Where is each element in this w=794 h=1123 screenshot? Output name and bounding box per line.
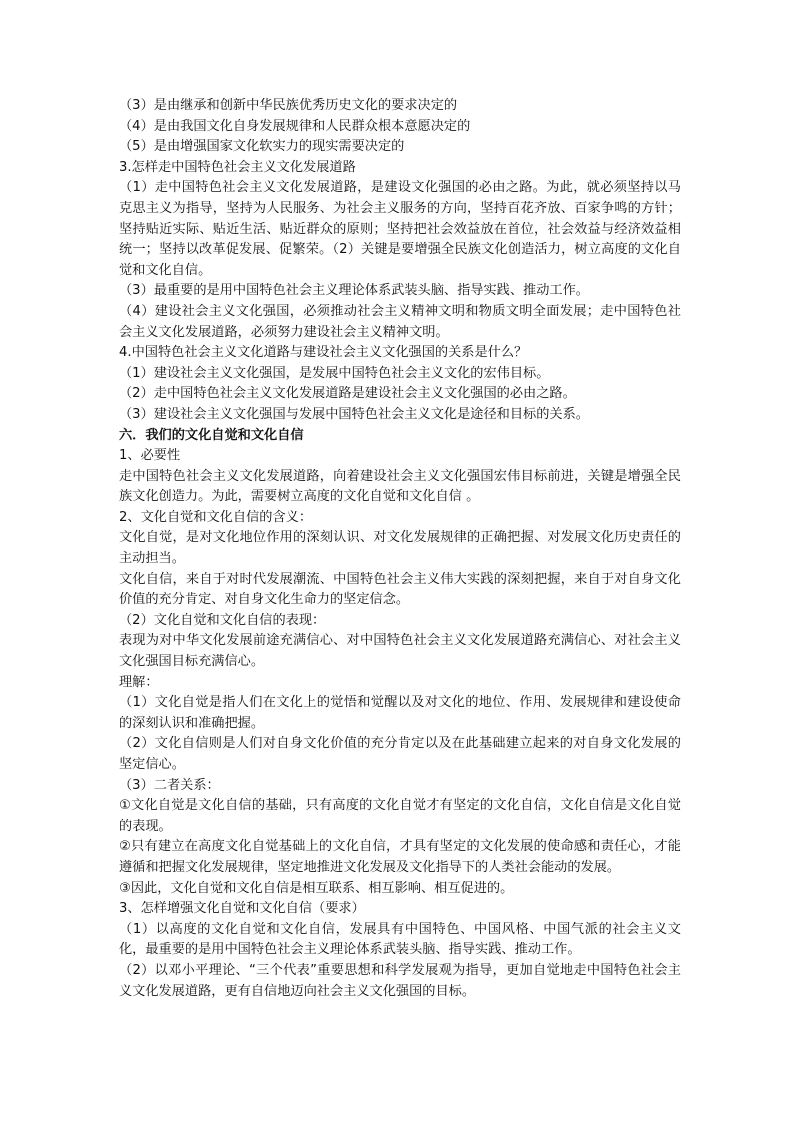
- subsection-heading: 2、文化自觉和文化自信的含义：: [119, 509, 313, 525]
- paragraph: （2）以邓小平理论、“三个代表”重要思想和科学发展观为指导，更加自觉地走中国特色社会主义文化发展道路，更有自信地迈向社会主义文化强国的目标。: [119, 962, 681, 999]
- section-heading: 六．我们的文化自觉和文化自信: [119, 427, 304, 443]
- paragraph: （2）文化自觉和文化自信的表现：: [119, 612, 326, 628]
- paragraph: ①文化自觉是文化自信的基础，只有高度的文化自觉才有坚定的文化自信，文化自信是文化自觉的表现。: [119, 798, 681, 834]
- paragraph: （1）建设社会主义文化强国，是发展中国特色社会主义文化的宏伟目标。: [119, 365, 550, 381]
- paragraph: （3）建设社会主义文化强国与发展中国特色社会主义文化是途径和目标的关系。: [119, 406, 589, 422]
- question-heading: 3.怎样走中国特色社会主义文化发展道路: [119, 159, 356, 175]
- paragraph: （3）最重要的是用中国特色社会主义理论体系武装头脑、指导实践、推动工作。: [119, 283, 589, 299]
- paragraph: （4）建设社会主义文化强国，必须推动社会主义精神文明和物质文明全面发展；走中国特色社会主义文化发展道路，必须努力建设社会主义精神文明。: [119, 303, 681, 340]
- paragraph: （2）文化自信则是人们对自身文化价值的充分肯定以及在此基础建立起来的对自身文化发展的坚定信心。: [119, 736, 681, 772]
- subsection-heading: 3、怎样增强文化自觉和文化自信（要求）: [119, 901, 365, 917]
- paragraph: ③因此，文化自觉和文化自信是相互联系、相互影响、相互促进的。: [119, 880, 514, 896]
- document-body: [119, 96, 681, 1002]
- subsection-heading: 1、必要性: [119, 448, 181, 464]
- paragraph: （1）文化自觉是指人们在文化上的觉悟和觉醒以及对文化的地位、作用、发展规律和建设使命的深刻认识和准确把握。: [119, 695, 681, 731]
- paragraph: （3）二者关系：: [119, 777, 220, 793]
- paragraph: （4）是由我国文化自身发展规律和人民群众根本意愿决定的: [119, 118, 471, 134]
- paragraph: （2）走中国特色社会主义文化发展道路是建设社会主义文化强国的必由之路。: [119, 386, 576, 402]
- paragraph: 表现为对中华文化发展前途充满信心、对中国特色社会主义文化发展道路充满信心、对社会主义文化强国目标充满信心。: [119, 633, 681, 670]
- paragraph: ②只有建立在高度文化自觉基础上的文化自信，才具有坚定的文化发展的使命感和责任心，才能遵循和把握文化发展规律，坚定地推进文化发展及文化指导下的人类社会能动的发展。: [119, 839, 681, 875]
- paragraph: 文化自觉，是对文化地位作用的深刻认识、对文化发展规律的正确把握、对发展文化历史责任的主动担当。: [119, 530, 681, 567]
- paragraph: （3）是由继承和创新中华民族优秀历史文化的要求决定的: [119, 98, 458, 113]
- paragraph: （1）以高度的文化自觉和文化自信，发展具有中国特色、中国风格、中国气派的社会主义文化，最重要的是用中国特色社会主义理论体系武装头脑、指导实践、推动工作。: [119, 921, 681, 958]
- question-heading: 4.中国特色社会主义文化道路与建设社会主义文化强国的关系是什么？: [119, 345, 528, 361]
- paragraph: （5）是由增强国家文化软实力的现实需要决定的: [119, 139, 405, 155]
- paragraph: 理解：: [119, 674, 159, 690]
- paragraph: 走中国特色社会主义文化发展道路，向着建设社会主义文化强国宏伟目标前进，关键是增强全民族文化创造力。为此，需要树立高度的文化自觉和文化自信 。: [119, 468, 681, 505]
- paragraph: （1）走中国特色社会主义文化发展道路，是建设文化强国的必由之路。为此，就必须坚持以马克思主义为指导，坚持为人民服务、为社会主义服务的方向，坚持百花齐放、百家争鸣的方针；坚持贴近实际、贴近生活、贴近群众的原则；坚持把社会效益放在首位，社会效益与经济效益相统一；坚持以改革促发展、促繁荣。（2）关键是要增强全民族文化创造活力，树立高度的文化自觉和文化自信。: [119, 180, 681, 278]
- paragraph: 文化自信，来自于对时代发展潮流、中国特色社会主义伟大实践的深刻把握，来自于对自身文化价值的充分肯定、对自身文化生命力的坚定信念。: [119, 571, 681, 608]
